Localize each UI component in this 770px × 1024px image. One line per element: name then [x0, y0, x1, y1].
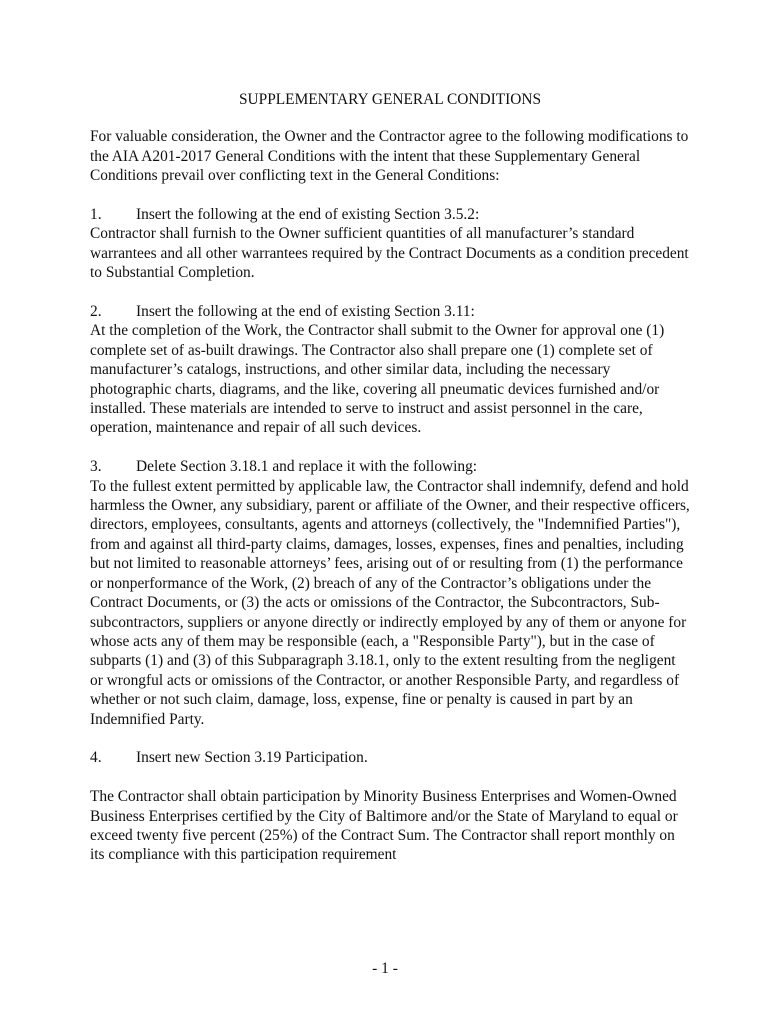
section-2 [90, 302, 690, 438]
section-4-number: 4. [90, 749, 102, 767]
section-4-body: The Contractor shall obtain participation by Minority Business Enterprises and Women-Owned Business Enterprises certified by the City of Baltimore and/or the State of Maryland to equal or exceed twenty five percent (25%) of the Contract Sum. The Contractor shall report monthly on its compliance with this participation requirement [90, 788, 678, 864]
page-number: - 1 - [372, 960, 398, 977]
section-1-heading [90, 205, 690, 224]
section-1-heading-text: Insert the following at the end of existing Section 3.5.2: [136, 206, 480, 224]
section-2-number: 2. [90, 303, 102, 321]
section-4-heading [90, 748, 690, 767]
section-2-heading-text: Insert the following at the end of existing Section 3.11: [136, 303, 475, 321]
intro-paragraph: For valuable consideration, the Owner and the Contractor agree to the following modifications to the AIA A201-2017 General Conditions with the intent that these Supplementary General Conditions prevail over conflicting text in the General Conditions: [90, 128, 689, 185]
section-3-heading-text: Delete Section 3.18.1 and replace it with the following: [136, 458, 478, 476]
section-3-number: 3. [90, 458, 102, 476]
section-4-heading-text: Insert new Section 3.19 Participation. [136, 749, 368, 767]
section-1-body: Contractor shall furnish to the Owner sufficient quantities of all manufacturer’s standard warrantees and all other warrantees required by the Contract Documents as a condition precedent to Substantial Completion. [90, 225, 689, 282]
section-4-heading-block [90, 748, 690, 767]
section-3 [90, 457, 690, 729]
section-1-number: 1. [90, 206, 102, 224]
section-3-body: To the fullest extent permitted by applicable law, the Contractor shall indemnify, defend and hold harmless the Owner, any subsidiary, parent or affiliate of the Owner, and their respective officers, directors, employees, consultants, agents and attorneys (collectively, the "Indemnified Parties"), from and against all third-party claims, damages, losses, expenses, fines and penalties, including but not limited to reasonable attorneys’ fees, arising out of or resulting from (1) the performance or nonperformance of the Work, (2) breach of any of the Contractor’s obligations under the Contract Documents, or (3) the acts or omissions of the Contractor, the Subcontractors, Sub-subcontractors, suppliers or anyone directly or indirectly employed by any of them or anyone for whose acts any of them may be responsible (each, a "Responsible Party"), but in the case of subparts (1) and (3) of this Subparagraph 3.18.1, only to the extent resulting from the negligent or wrongful acts or omissions of the Contractor, or another Responsible Party, and regardless of whether or not such claim, damage, loss, expense, fine or penalty is caused in part by an Indemnified Party. [90, 477, 690, 728]
section-2-body: At the completion of the Work, the Contractor shall submit to the Owner for approval one (1) complete set of as-built drawings. The Contractor also shall prepare one (1) complete set of manufacturer’s catalogs, instructions, and other similar data, including the necessary photographic charts, diagrams, and the like, covering all pneumatic devices furnished and/or installed. These materials are intended to serve to instruct and assist personnel in the care, operation, maintenance and repair of all such devices. [90, 322, 665, 437]
section-2-heading [90, 302, 690, 321]
section-3-heading [90, 457, 690, 476]
section-1 [90, 205, 690, 283]
document-page [90, 90, 690, 865]
document-title: SUPPLEMENTARY GENERAL CONDITIONS [238, 91, 542, 108]
